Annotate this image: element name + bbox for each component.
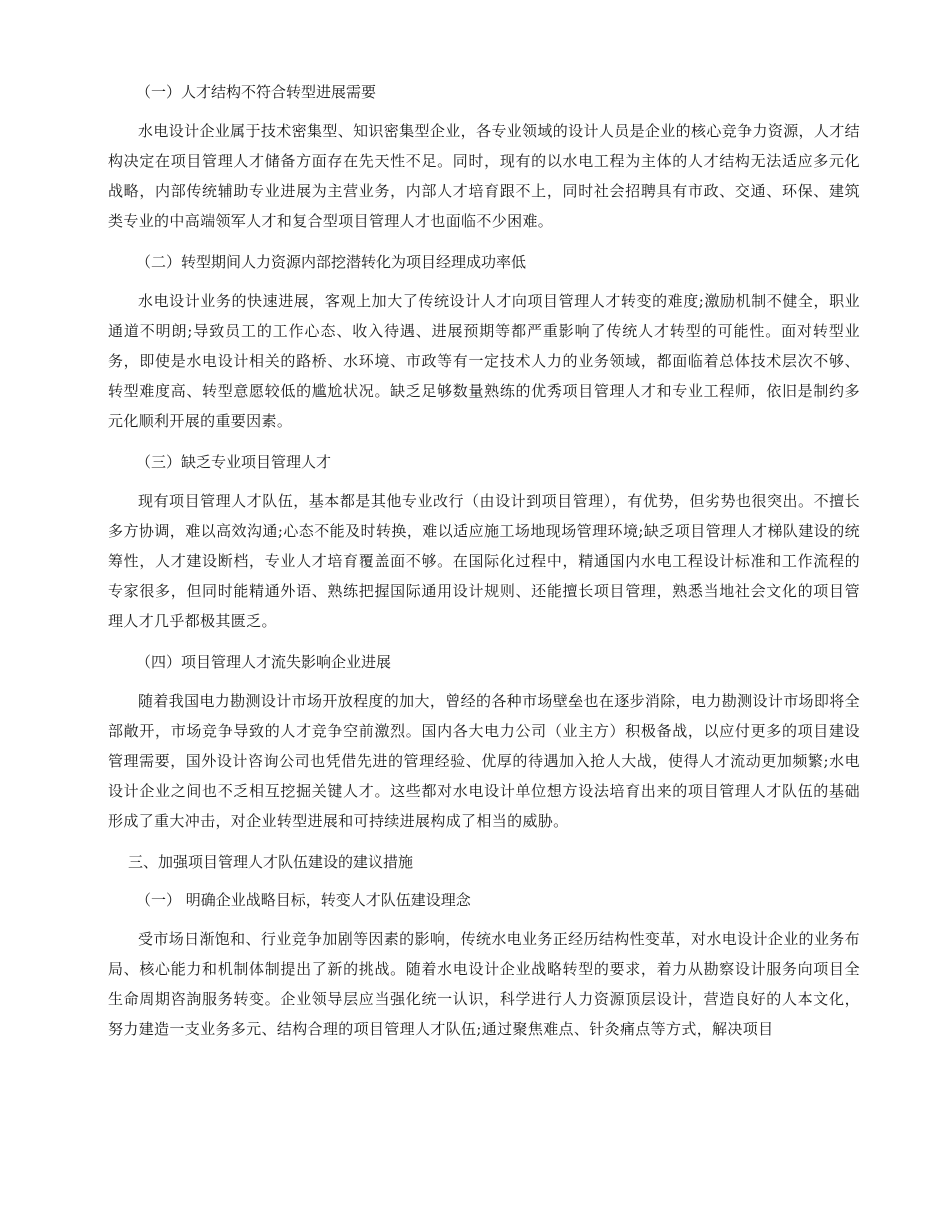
part-three-subheading: （一） 明确企业战略目标，转变人才队伍建设理念 [136,891,471,909]
section-heading-1: （一）人才结构不符合转型进展需要 [136,83,377,101]
section-paragraph-2: 水电设计业务的快速进展，客观上加大了传统设计人才向项目管理人才转变的难度;激励机制不健全，职业通道不明朗;导致员工的工作心态、收入待遇、进展预期等都严重影响了传统人才转型的可能性。面对转型业务，即使是水电设计相关的路桥、水环境、市政等有一定技术人力的业务领域，都面临着总体技术层次不够、转型难度高、转型意愿较低的尴尬状况。缺乏足够数量熟练的优秀项目管理人才和专业工程师，依旧是制约多元化顺利开展的重要因素。 [108,292,860,430]
section-heading-3: （三）缺乏专业项目管理人才 [136,453,332,471]
section-heading-2: （二）转型期间人力资源内部挖潜转化为项目经理成功率低 [136,253,527,271]
section-paragraph-1: 水电设计企业属于技术密集型、知识密集型企业，各专业领域的设计人员是企业的核心竞争力资源，人才结构决定在项目管理人才储备方面存在先天性不足。同时，现有的以水电工程为主体的人才结构无法适应多元化战略，内部传统辅助专业进展为主营业务，内部人才培育跟不上，同时社会招聘具有市政、交通、环保、建筑类专业的中高端领军人才和复合型项目管理人才也面临不少困难。 [108,122,860,230]
section-paragraph-4: 随着我国电力勘测设计市场开放程度的加大，曾经的各种市场壁垒也在逐步消除，电力勘测设计市场即将全部敞开，市场竞争导致的人才竞争空前激烈。国内各大电力公司（业主方）积极备战，以应付更多的项目建设管理需要，国外设计咨询公司也凭借先进的管理经验、优厚的待遇加入抢人大战，使得人才流动更加频繁;水电设计企业之间也不乏相互挖掘关键人才。这些都对水电设计单位想方设法培育出来的项目管理人才队伍的基础形成了重大冲击，对企业转型进展和可持续进展构成了相当的威胁。 [108,692,860,830]
section-paragraph-3: 现有项目管理人才队伍，基本都是其他专业改行（由设计到项目管理），有优势，但劣势也很突出。不擅长多方协调，难以高效沟通;心态不能及时转换，难以适应施工场地现场管理环境;缺乏项目管理人才梯队建设的统筹性，人才建设断档，专业人才培育覆盖面不够。在国际化过程中，精通国内水电工程设计标准和工作流程的专家很多，但同时能精通外语、熟练把握国际通用设计规则、还能擅长项目管理，熟悉当地社会文化的项目管理人才几乎都极其匮乏。 [108,492,860,630]
section-heading-4: （四）项目管理人才流失影响企业进展 [136,653,392,671]
part-three-paragraph: 受市场日渐饱和、行业竞争加剧等因素的影响，传统水电业务正经历结构性变革，对水电设计企业的业务布局、核心能力和机制体制提出了新的挑战。随着水电设计企业战略转型的要求，着力从勘察设计服务向项目全生命周期咨詢服务转变。企业领导层应当强化统一认识，科学进行人力资源顶层设计，营造良好的人本文化，努力建造一支业务多元、结构合理的项目管理人才队伍;通过聚焦难点、针灸痛点等方式，解决项目 [108,930,860,1038]
part-three-heading: 三、加强项目管理人才队伍建设的建议措施 [128,853,414,871]
document-page [108,78,860,1056]
